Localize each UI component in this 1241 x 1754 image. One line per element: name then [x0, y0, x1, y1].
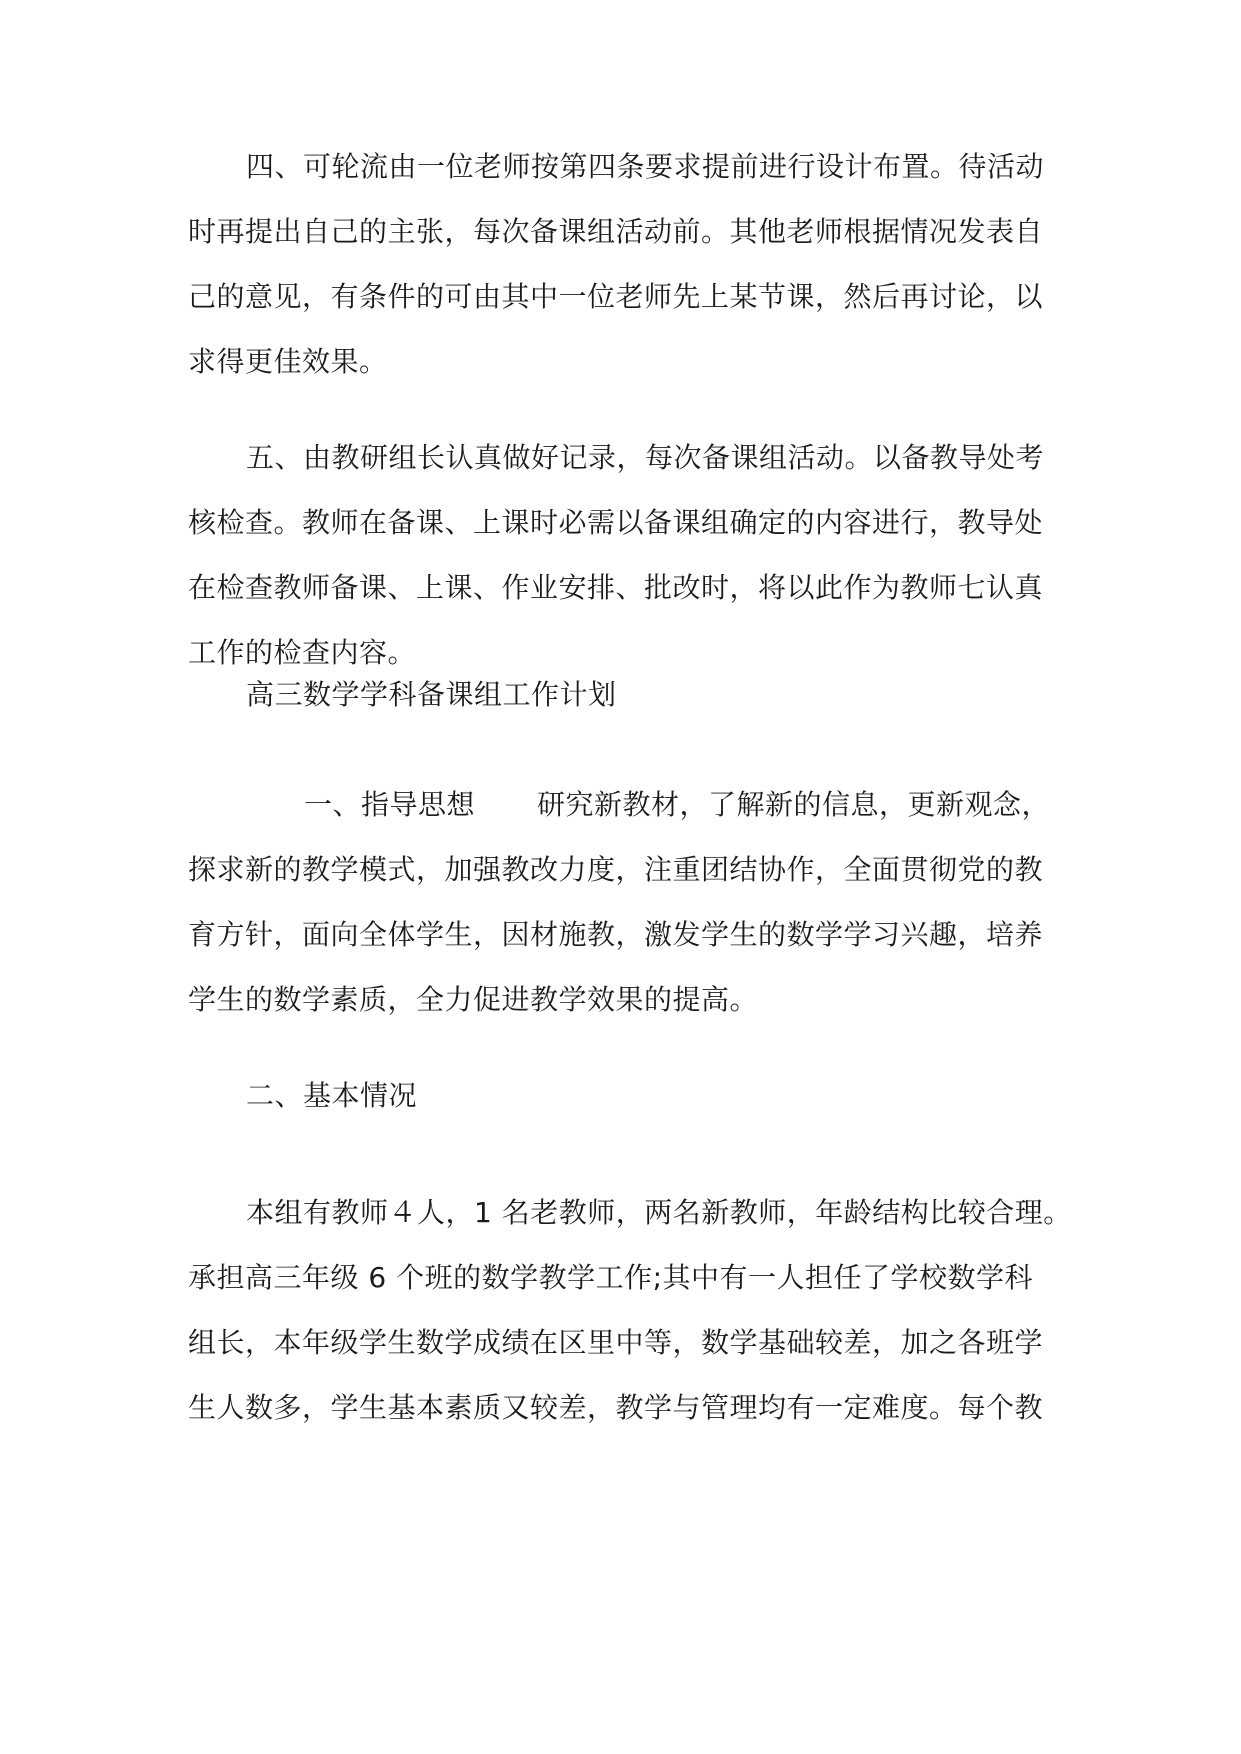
text-line: 四、可轮流由一位老师按第四条要求提前进行设计布置。待活动 — [246, 150, 1045, 183]
text-line: 求得更佳效果。 — [188, 345, 388, 378]
text-line: 承担高三年级 6 个班的数学教学工作;其中有一人担任了学校数学科 — [188, 1261, 1034, 1294]
text-line: 工作的检查内容。 — [188, 636, 417, 669]
text-line: 时再提出自己的主张，每次备课组活动前。其他老师根据情况发表自 — [188, 215, 1044, 248]
text-line: 本组有教师４人，1 名老教师，两名新教师，年龄结构比较合理。 — [246, 1196, 1072, 1229]
text-line: 育方针，面向全体学生，因材施教，激发学生的数学学习兴趣，培养 — [188, 918, 1044, 951]
section-first-line — [188, 772, 1068, 837]
text-line: 探求新的教学模式，加强教改力度，注重团结协作，全面贯彻党的教 — [188, 853, 1044, 886]
text-line: 核检查。教师在备课、上课时必需以备课组确定的内容进行，教导处 — [188, 506, 1044, 539]
paragraph-five — [188, 425, 1068, 685]
section-title: 二、基本情况 — [246, 1079, 418, 1112]
paragraph-basic-situation — [188, 1180, 1072, 1440]
text-line: 组长，本年级学生数学成绩在区里中等，数学基础较差，加之各班学 — [188, 1326, 1044, 1359]
section-text: 研究新教材，了解新的信息，更新观念， — [537, 788, 1051, 821]
text-line: 学生的数学素质，全力促进教学效果的提高。 — [188, 983, 759, 1016]
section-basic-situation — [188, 1063, 1068, 1128]
heading-text: 高三数学学科备课组工作计划 — [246, 678, 617, 711]
text-line: 生人数多，学生基本素质又较差，教学与管理均有一定难度。每个教 — [188, 1391, 1044, 1424]
section-guiding-ideology — [188, 772, 1068, 1032]
section-title: 一、指导思想 — [304, 788, 476, 821]
text-line: 己的意见，有条件的可由其中一位老师先上某节课，然后再讨论，以 — [188, 280, 1044, 313]
paragraph-four — [188, 134, 1068, 394]
plan-heading — [188, 662, 1068, 727]
text-line: 五、由教研组长认真做好记录，每次备课组活动。以备教导处考 — [246, 441, 1045, 474]
text-line: 在检查教师备课、上课、作业安排、批改时，将以此作为教师七认真 — [188, 571, 1044, 604]
